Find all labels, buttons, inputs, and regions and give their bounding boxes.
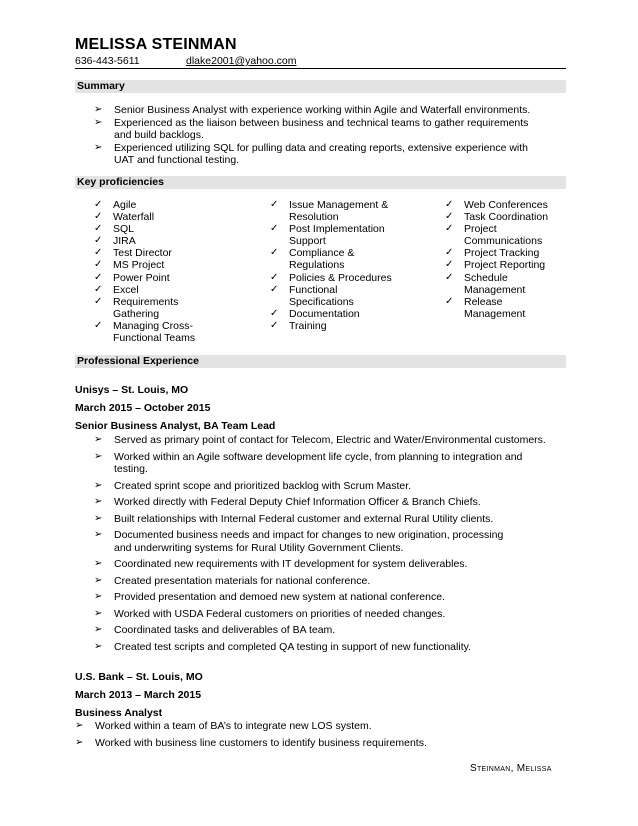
job-dates: March 2013 – March 2015 <box>75 689 202 701</box>
check-icon: ✓ <box>445 271 454 283</box>
candidate-name: MELISSA STEINMAN <box>75 36 237 53</box>
check-icon: ✓ <box>94 223 103 235</box>
check-icon: ✓ <box>94 211 103 223</box>
list-item: ✓ Policies & Procedures <box>270 271 392 284</box>
job-2-bullets <box>75 720 555 749</box>
arrow-bullet-icon: ➢ <box>94 116 103 128</box>
email-link[interactable]: dlake2001@yahoo.com <box>186 55 297 67</box>
list-item: ➢ Worked within a team of BA’s to integrate new LOS system. <box>75 720 372 732</box>
summary-list <box>94 104 546 167</box>
list-item: ➢ Created sprint scope and prioritized backlog with Scrum Master. <box>94 479 412 492</box>
check-icon: ✓ <box>94 319 103 331</box>
list-item: ➢ Experienced utilizing SQL for pulling data and creating reports, extensive experience with UAT and functional testing. <box>94 141 529 166</box>
check-icon: ✓ <box>270 283 279 295</box>
check-icon: ✓ <box>445 223 454 235</box>
list-item: ✓ Schedule Management <box>445 271 526 296</box>
arrow-bullet-icon: ➢ <box>94 141 103 153</box>
check-icon: ✓ <box>270 319 279 331</box>
check-icon: ✓ <box>270 199 279 210</box>
proficiencies-heading: Key proficiencies <box>75 176 566 189</box>
check-icon: ✓ <box>445 211 454 223</box>
check-icon: ✓ <box>94 283 103 295</box>
check-icon: ✓ <box>270 247 279 259</box>
check-icon: ✓ <box>270 307 279 319</box>
list-item: ✓ Release Management <box>445 295 526 320</box>
arrow-bullet-icon: ➢ <box>94 558 103 569</box>
phone-number: 636-443-5611 <box>75 55 140 67</box>
list-item: ✓ Agile <box>94 199 137 211</box>
check-icon: ✓ <box>445 295 454 307</box>
list-item: ➢ Documented business needs and impact for changes to new origination, processing and underwriting systems for Rural Utility Government Clients. <box>94 529 504 554</box>
list-item: ✓ MS Project <box>94 259 165 272</box>
experience-heading: Professional Experience <box>75 355 566 368</box>
arrow-bullet-icon: ➢ <box>94 624 103 635</box>
proficiencies-column-2 <box>270 199 395 332</box>
list-item: ✓ Project Communications <box>445 223 543 248</box>
check-icon: ✓ <box>94 199 103 210</box>
check-icon: ✓ <box>270 271 279 283</box>
arrow-bullet-icon: ➢ <box>94 104 103 115</box>
footer-name: Steinman, Melissa <box>470 763 552 774</box>
contact-line <box>75 55 297 67</box>
list-item: ✓ Post Implementation Support <box>270 223 385 248</box>
job-dates: March 2015 – October 2015 <box>75 402 211 414</box>
arrow-bullet-icon: ➢ <box>94 591 103 602</box>
arrow-bullet-icon: ➢ <box>94 607 103 619</box>
list-item: ➢ Worked within an Agile software development life cycle, from planning to integration and testing. <box>94 450 523 475</box>
job-role: Business Analyst <box>75 707 163 719</box>
arrow-bullet-icon: ➢ <box>94 529 103 540</box>
check-icon: ✓ <box>94 295 103 307</box>
list-item: ➢ Worked directly with Federal Deputy Chief Information Officer & Branch Chiefs. <box>94 496 481 508</box>
arrow-bullet-icon: ➢ <box>94 512 103 524</box>
check-icon: ✓ <box>270 223 279 235</box>
list-item: ✓ Power Point <box>94 271 170 284</box>
check-icon: ✓ <box>94 271 103 283</box>
header-divider <box>75 68 566 69</box>
list-item: ✓ Managing Cross-Functional Teams <box>94 319 196 345</box>
check-icon: ✓ <box>94 247 103 259</box>
list-item: ➢ Built relationships with Internal Federal customer and external Rural Utility clients. <box>94 512 494 525</box>
list-item: ✓ Waterfall <box>94 211 155 224</box>
list-item: ✓ Excel <box>94 283 139 296</box>
list-item: ➢ Senior Business Analyst with experience working within Agile and Waterfall environments. <box>94 104 531 116</box>
job-1-bullets <box>94 434 554 653</box>
list-item: ✓ Issue Management & Resolution <box>270 199 389 224</box>
list-item: ➢ Created test scripts and completed QA testing in support of new functionality. <box>94 640 471 653</box>
arrow-bullet-icon: ➢ <box>94 434 103 445</box>
proficiencies-column-3 <box>445 199 560 320</box>
arrow-bullet-icon: ➢ <box>94 496 103 507</box>
list-item: ➢ Coordinated new requirements with IT development for system deliverables. <box>94 558 468 570</box>
check-icon: ✓ <box>445 259 454 271</box>
list-item: ➢ Served as primary point of contact for Telecom, Electric and Water/Environmental customers. <box>94 434 546 446</box>
check-icon: ✓ <box>445 247 454 259</box>
list-item: ✓ Compliance & Regulations <box>270 247 355 272</box>
arrow-bullet-icon: ➢ <box>94 574 103 586</box>
job-company: Unisys – St. Louis, MO <box>75 384 189 396</box>
arrow-bullet-icon: ➢ <box>75 720 84 731</box>
list-item: ➢ Experienced as the liaison between business and technical teams to gather requirements and build backlogs. <box>94 116 529 141</box>
list-item: ➢ Provided presentation and demoed new system at national conference. <box>94 591 445 603</box>
arrow-bullet-icon: ➢ <box>94 640 103 652</box>
list-item: ➢ Worked with business line customers to identify business requirements. <box>75 736 427 749</box>
job-company: U.S. Bank – St. Louis, MO <box>75 671 203 683</box>
list-item: ✓ JIRA <box>94 235 136 248</box>
list-item: ✓ Project Tracking <box>445 247 540 260</box>
list-item: ➢ Worked with USDA Federal customers on priorities of needed changes. <box>94 607 446 620</box>
arrow-bullet-icon: ➢ <box>94 450 103 462</box>
arrow-bullet-icon: ➢ <box>75 736 84 748</box>
list-item: ✓ SQL <box>94 223 135 236</box>
check-icon: ✓ <box>445 199 454 210</box>
list-item: ✓ Web Conferences <box>445 199 548 211</box>
summary-heading: Summary <box>75 80 566 93</box>
job-role: Senior Business Analyst, BA Team Lead <box>75 420 276 432</box>
list-item: ✓ Project Reporting <box>445 259 546 272</box>
list-item: ✓ Task Coordination <box>445 211 549 224</box>
list-item: ✓ Test Director <box>94 247 172 260</box>
list-item: ➢ Created presentation materials for national conference. <box>94 574 371 587</box>
page-footer <box>470 763 552 774</box>
list-item: ✓ Requirements Gathering <box>94 295 179 320</box>
list-item: ➢ Coordinated tasks and deliverables of BA team. <box>94 624 336 636</box>
list-item: ✓ Training <box>270 319 327 332</box>
list-item: ✓ Documentation <box>270 307 360 320</box>
arrow-bullet-icon: ➢ <box>94 479 103 491</box>
check-icon: ✓ <box>94 259 103 271</box>
check-icon: ✓ <box>94 235 103 247</box>
proficiencies-column-1 <box>94 199 224 344</box>
list-item: ✓ Functional Specifications <box>270 283 354 308</box>
